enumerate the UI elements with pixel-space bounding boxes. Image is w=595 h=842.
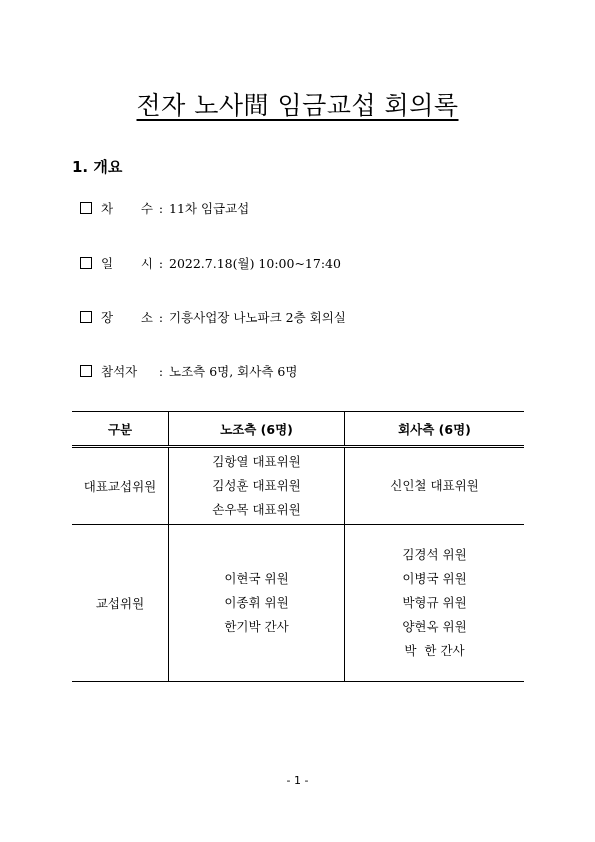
- page-number: - 1 -: [286, 774, 309, 787]
- company-members-cell: [345, 525, 525, 682]
- member-name: 양현옥 위원: [402, 619, 467, 634]
- table-row: [72, 525, 524, 682]
- colon-separator: :: [158, 310, 164, 325]
- overview-value: 노조측 6명, 회사측 6명: [169, 364, 298, 379]
- section-heading: 1. 개요: [72, 158, 123, 176]
- member-name: 손우목 대표위원: [212, 502, 301, 517]
- overview-item-datetime: [80, 254, 341, 272]
- attendee-table: [72, 411, 524, 682]
- row-category: 교섭위원: [72, 525, 169, 682]
- member-name: 김항열 대표위원: [212, 454, 301, 469]
- member-name: 신인철 대표위원: [390, 478, 479, 493]
- checkbox-square-icon: [80, 202, 92, 214]
- member-name: 박 한 간사: [404, 643, 465, 658]
- document-title: 전자 노사間 임금교섭 회의록: [136, 91, 459, 120]
- overview-item-attendees: [80, 362, 297, 380]
- union-members-cell: [169, 447, 345, 525]
- header-category: 구분: [72, 412, 169, 447]
- row-category: 대표교섭위원: [72, 447, 169, 525]
- member-name: 이병국 위원: [402, 571, 467, 586]
- checkbox-square-icon: [80, 257, 92, 269]
- overview-label: 일 시: [101, 256, 153, 271]
- overview-label: 차 수: [101, 201, 153, 216]
- table-header-row: [72, 412, 524, 447]
- member-name: 이종휘 위원: [224, 595, 289, 610]
- member-name: 김성훈 대표위원: [212, 478, 301, 493]
- union-members-cell: [169, 525, 345, 682]
- overview-item-place: [80, 308, 346, 326]
- member-name: 한기박 간사: [224, 619, 289, 634]
- document-title-wrap: [0, 86, 595, 122]
- colon-separator: :: [158, 364, 164, 379]
- table-row: [72, 447, 524, 525]
- checkbox-square-icon: [80, 365, 92, 377]
- overview-label: 장 소: [101, 310, 153, 325]
- colon-separator: :: [158, 201, 164, 216]
- company-members-cell: [345, 447, 525, 525]
- member-name: 김경석 위원: [402, 547, 467, 562]
- member-name: 이현국 위원: [224, 571, 289, 586]
- overview-value: 11차 임급교섭: [169, 201, 250, 216]
- overview-label: 참석자: [101, 364, 138, 379]
- header-company: 회사측 (6명): [345, 412, 525, 447]
- colon-separator: :: [158, 256, 164, 271]
- header-union: 노조측 (6명): [169, 412, 345, 447]
- member-name: 박형규 위원: [402, 595, 467, 610]
- overview-value: 기흥사업장 나노파크 2층 회의실: [169, 310, 346, 325]
- overview-value: 2022.7.18(월) 10:00~17:40: [169, 256, 341, 271]
- overview-item-round: [80, 199, 249, 217]
- checkbox-square-icon: [80, 311, 92, 323]
